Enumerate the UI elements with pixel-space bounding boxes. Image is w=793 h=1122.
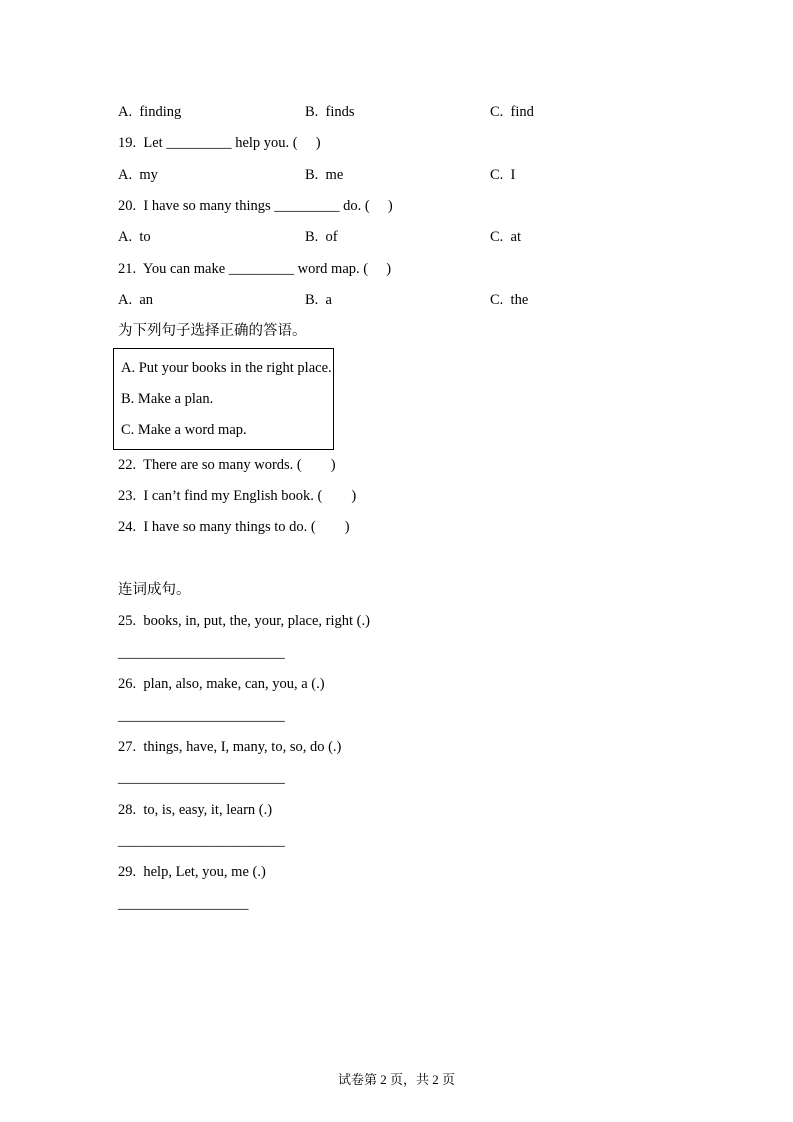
reply-options-box — [113, 348, 334, 450]
option-b: B. finds — [305, 104, 355, 120]
option-c: C. at — [490, 229, 522, 246]
spacer — [118, 544, 758, 575]
question-27: 27. things, have, I, many, to, so, do (.) — [118, 738, 342, 755]
option-a: A. finding — [118, 104, 182, 120]
options-row-q21 — [118, 285, 758, 316]
question-28: 28. to, is, easy, it, learn (.) — [118, 801, 273, 818]
answer-line-25: _______________________ — [118, 644, 285, 661]
reply-option-c: C. Make a word map. — [121, 422, 247, 439]
reply-option-a: A. Put your books in the right place. — [121, 359, 332, 376]
question-29: 29. help, Let, you, me (.) — [118, 864, 266, 881]
reply-option-b: B. Make a plan. — [121, 391, 214, 408]
answer-line-28: _______________________ — [118, 832, 285, 849]
option-c: C. find — [490, 104, 534, 120]
options-row-q19 — [118, 160, 758, 191]
page-footer: 试卷第 2 页，共 2 页 — [337, 1072, 455, 1087]
question-24: 24. I have so many things to do. ( ) — [118, 519, 350, 536]
question-26: 26. plan, also, make, can, you, a (.) — [118, 676, 325, 693]
option-c: C. I — [490, 166, 516, 183]
option-a: A. an — [118, 292, 154, 309]
option-c: C. the — [490, 292, 529, 309]
question-23: 23. I can’t find my English book. ( ) — [118, 488, 357, 505]
answer-line-26: _______________________ — [118, 707, 285, 724]
options-row-q18 — [118, 97, 758, 128]
exam-content — [118, 97, 758, 920]
section-title-make-sentences: 连词成句。 — [118, 582, 191, 599]
question-21: 21. You can make _________ word map. ( ) — [118, 260, 392, 277]
section-title-choose-reply: 为下列句子选择正确的答语。 — [118, 323, 307, 340]
question-19: 19. Let _________ help you. ( ) — [118, 135, 321, 152]
option-b: B. of — [305, 229, 338, 246]
answer-line-29: __________________ — [118, 895, 249, 912]
option-a: A. my — [118, 166, 158, 183]
question-25: 25. books, in, put, the, your, place, right (.) — [118, 613, 370, 630]
option-b: B. me — [305, 166, 344, 183]
option-b: B. a — [305, 292, 332, 309]
options-row-q20 — [118, 222, 758, 253]
option-a: A. to — [118, 229, 151, 246]
answer-line-27: _______________________ — [118, 770, 285, 787]
question-22: 22. There are so many words. ( ) — [118, 456, 336, 473]
question-20: 20. I have so many things _________ do. ( ) — [118, 198, 393, 215]
